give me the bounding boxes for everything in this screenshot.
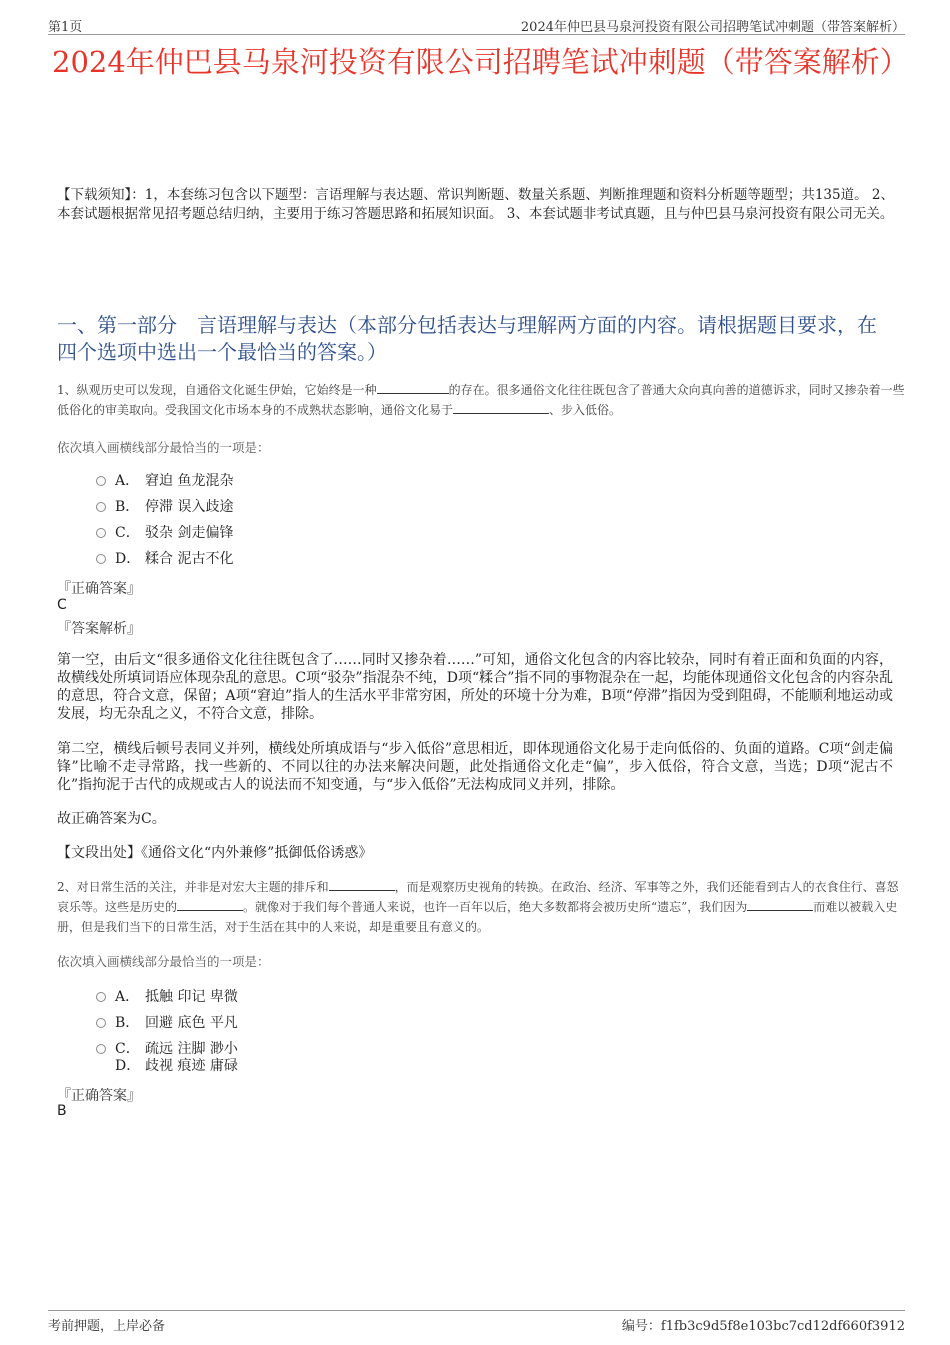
q1-blank-2: [453, 401, 549, 414]
q1-option-b[interactable]: B． 停滞 误入歧途: [96, 497, 233, 517]
q2-blank-2: [177, 898, 243, 911]
document-title: 2024年仲巴县马泉河投资有限公司招聘笔试冲刺题（带答案解析）: [52, 45, 909, 79]
footer-slogan: 考前押题，上岸必备: [48, 1319, 166, 1334]
q2-option-d[interactable]: D． 歧视 痕迹 庸碌: [115, 1058, 238, 1074]
radio-icon[interactable]: [96, 502, 106, 512]
q1-option-a[interactable]: A． 窘迫 鱼龙混杂: [96, 471, 233, 491]
q2-text-part1: 2、对日常生活的关注，并非是对宏大主题的排斥和: [57, 880, 329, 894]
q2-answer: B: [57, 1103, 67, 1119]
section-heading: 一、第一部分 言语理解与表达（本部分包括表达与理解两方面的内容。请根据题目要求，在四个选项中选出一个最恰当的答案。）: [57, 313, 877, 364]
q2-answer-label: 『正确答案』: [57, 1088, 141, 1104]
radio-icon[interactable]: [96, 528, 106, 538]
radio-icon[interactable]: [96, 992, 106, 1002]
radio-icon[interactable]: [96, 476, 106, 486]
q1-text-part1: 1、纵观历史可以发现，自通俗文化诞生伊始，它始终是一种: [57, 383, 377, 397]
q1-analysis-para-1: 第一空，由后文“很多通俗文化往往既包含了……同时又掺杂着……”可知，通俗文化包含的内容比较杂，同时有着正面和负面的内容，故横线处所填词语应体现杂乱的意思。C项“驳杂”指混杂不纯，D项“糅合”指不同的事物混杂在一起，均能体现通俗文化包含的内容杂乱的意思，符合文意，保留；A项“窘迫”指人的生活水平非常穷困，所处的环境十分为难，B项“停滞”指因为受到阻碍，不能顺利地运动或发展，均无杂乱之义，不符合文意，排除。: [57, 652, 893, 722]
q2-instruction: 依次填入画横线部分最恰当的一项是：: [57, 954, 270, 969]
q1-conclusion: 故正确答案为C。: [57, 811, 166, 827]
footer-serial-number: 编号：f1fb3c9d5f8e103bc7cd12df660f3912: [621, 1319, 905, 1334]
radio-icon[interactable]: [96, 1044, 106, 1054]
q2-text-part4: 而难以被载入史册，但是我们当下的日常生活，对于生活在其中的人来说，却是重要且有意义的。: [57, 900, 898, 934]
q1-instruction: 依次填入画横线部分最恰当的一项是：: [57, 440, 270, 455]
q2-option-c[interactable]: C． 疏远 注脚 渺小: [96, 1039, 238, 1059]
page-header: [48, 14, 905, 35]
q2-blank-1: [329, 878, 395, 891]
q2-text-part3: 。就像对于我们每个普通人来说，也许一百年以后，绝大多数都将会被历史所“遗忘”，我们因为: [243, 900, 748, 914]
q2-text-part2: ，而是观察历史视角的转换。在政治、经济、军事等之外，我们还能看到古人的衣食住行、喜怒哀乐等。这些是历史的: [57, 880, 899, 914]
question-2-stem: [57, 877, 905, 937]
radio-icon[interactable]: [96, 554, 106, 564]
q1-answer: C: [57, 597, 67, 613]
page-footer: [48, 1310, 905, 1332]
q1-text-part2: 的存在。很多通俗文化往往既包含了普通大众向真向善的道德诉求，同时又掺杂着一些低俗化的审美取向。受我国文化市场本身的不成熟状态影响，通俗文化易于: [57, 383, 905, 417]
q1-answer-label: 『正确答案』: [57, 581, 141, 597]
q1-analysis-label: 『答案解析』: [57, 621, 141, 637]
q2-option-b[interactable]: B． 回避 底色 平凡: [96, 1013, 238, 1033]
q2-blank-3: [747, 898, 813, 911]
page-number: 第1页: [48, 20, 83, 35]
q1-analysis-para-2: 第二空，横线后顿号表同义并列，横线处所填成语与“步入低俗”意思相近，即体现通俗文化易于走向低俗的、负面的道路。C项“剑走偏锋”比喻不走寻常路，找一些新的、不同以往的办法来解决问题，此处指通俗文化走“偏”，步入低俗，符合文意，当选；D项“泥古不化”指拘泥于古代的成规或古人的说法而不知变通，与“步入低俗”无法构成同义并列，排除。: [57, 741, 893, 793]
download-notice: 【下载须知】：1，本套练习包含以下题型：言语理解与表达题、常识判断题、数量关系题、判断推理题和资料分析题等题型；共135道。 2、本套试题根据常见招考题总结归纳，主要用于练习答题思路和拓展知识面。 3、本套试题非考试真题，且与仲巴县马泉河投资有限公司无关。: [57, 187, 894, 222]
q1-source: 【文段出处】《通俗文化“内外兼修”抵御低俗诱惑》: [57, 845, 373, 861]
header-doc-title: 2024年仲巴县马泉河投资有限公司招聘笔试冲刺题（带答案解析）: [520, 20, 905, 35]
q2-option-a[interactable]: A． 抵触 印记 卑微: [96, 987, 238, 1007]
q1-option-d[interactable]: D． 糅合 泥古不化: [96, 549, 233, 569]
q1-option-c[interactable]: C． 驳杂 剑走偏锋: [96, 523, 233, 543]
radio-icon[interactable]: [96, 1018, 106, 1028]
q1-blank-1: [377, 381, 449, 394]
question-1-stem: [57, 380, 905, 420]
q1-text-part3: 、步入低俗。: [549, 403, 622, 417]
